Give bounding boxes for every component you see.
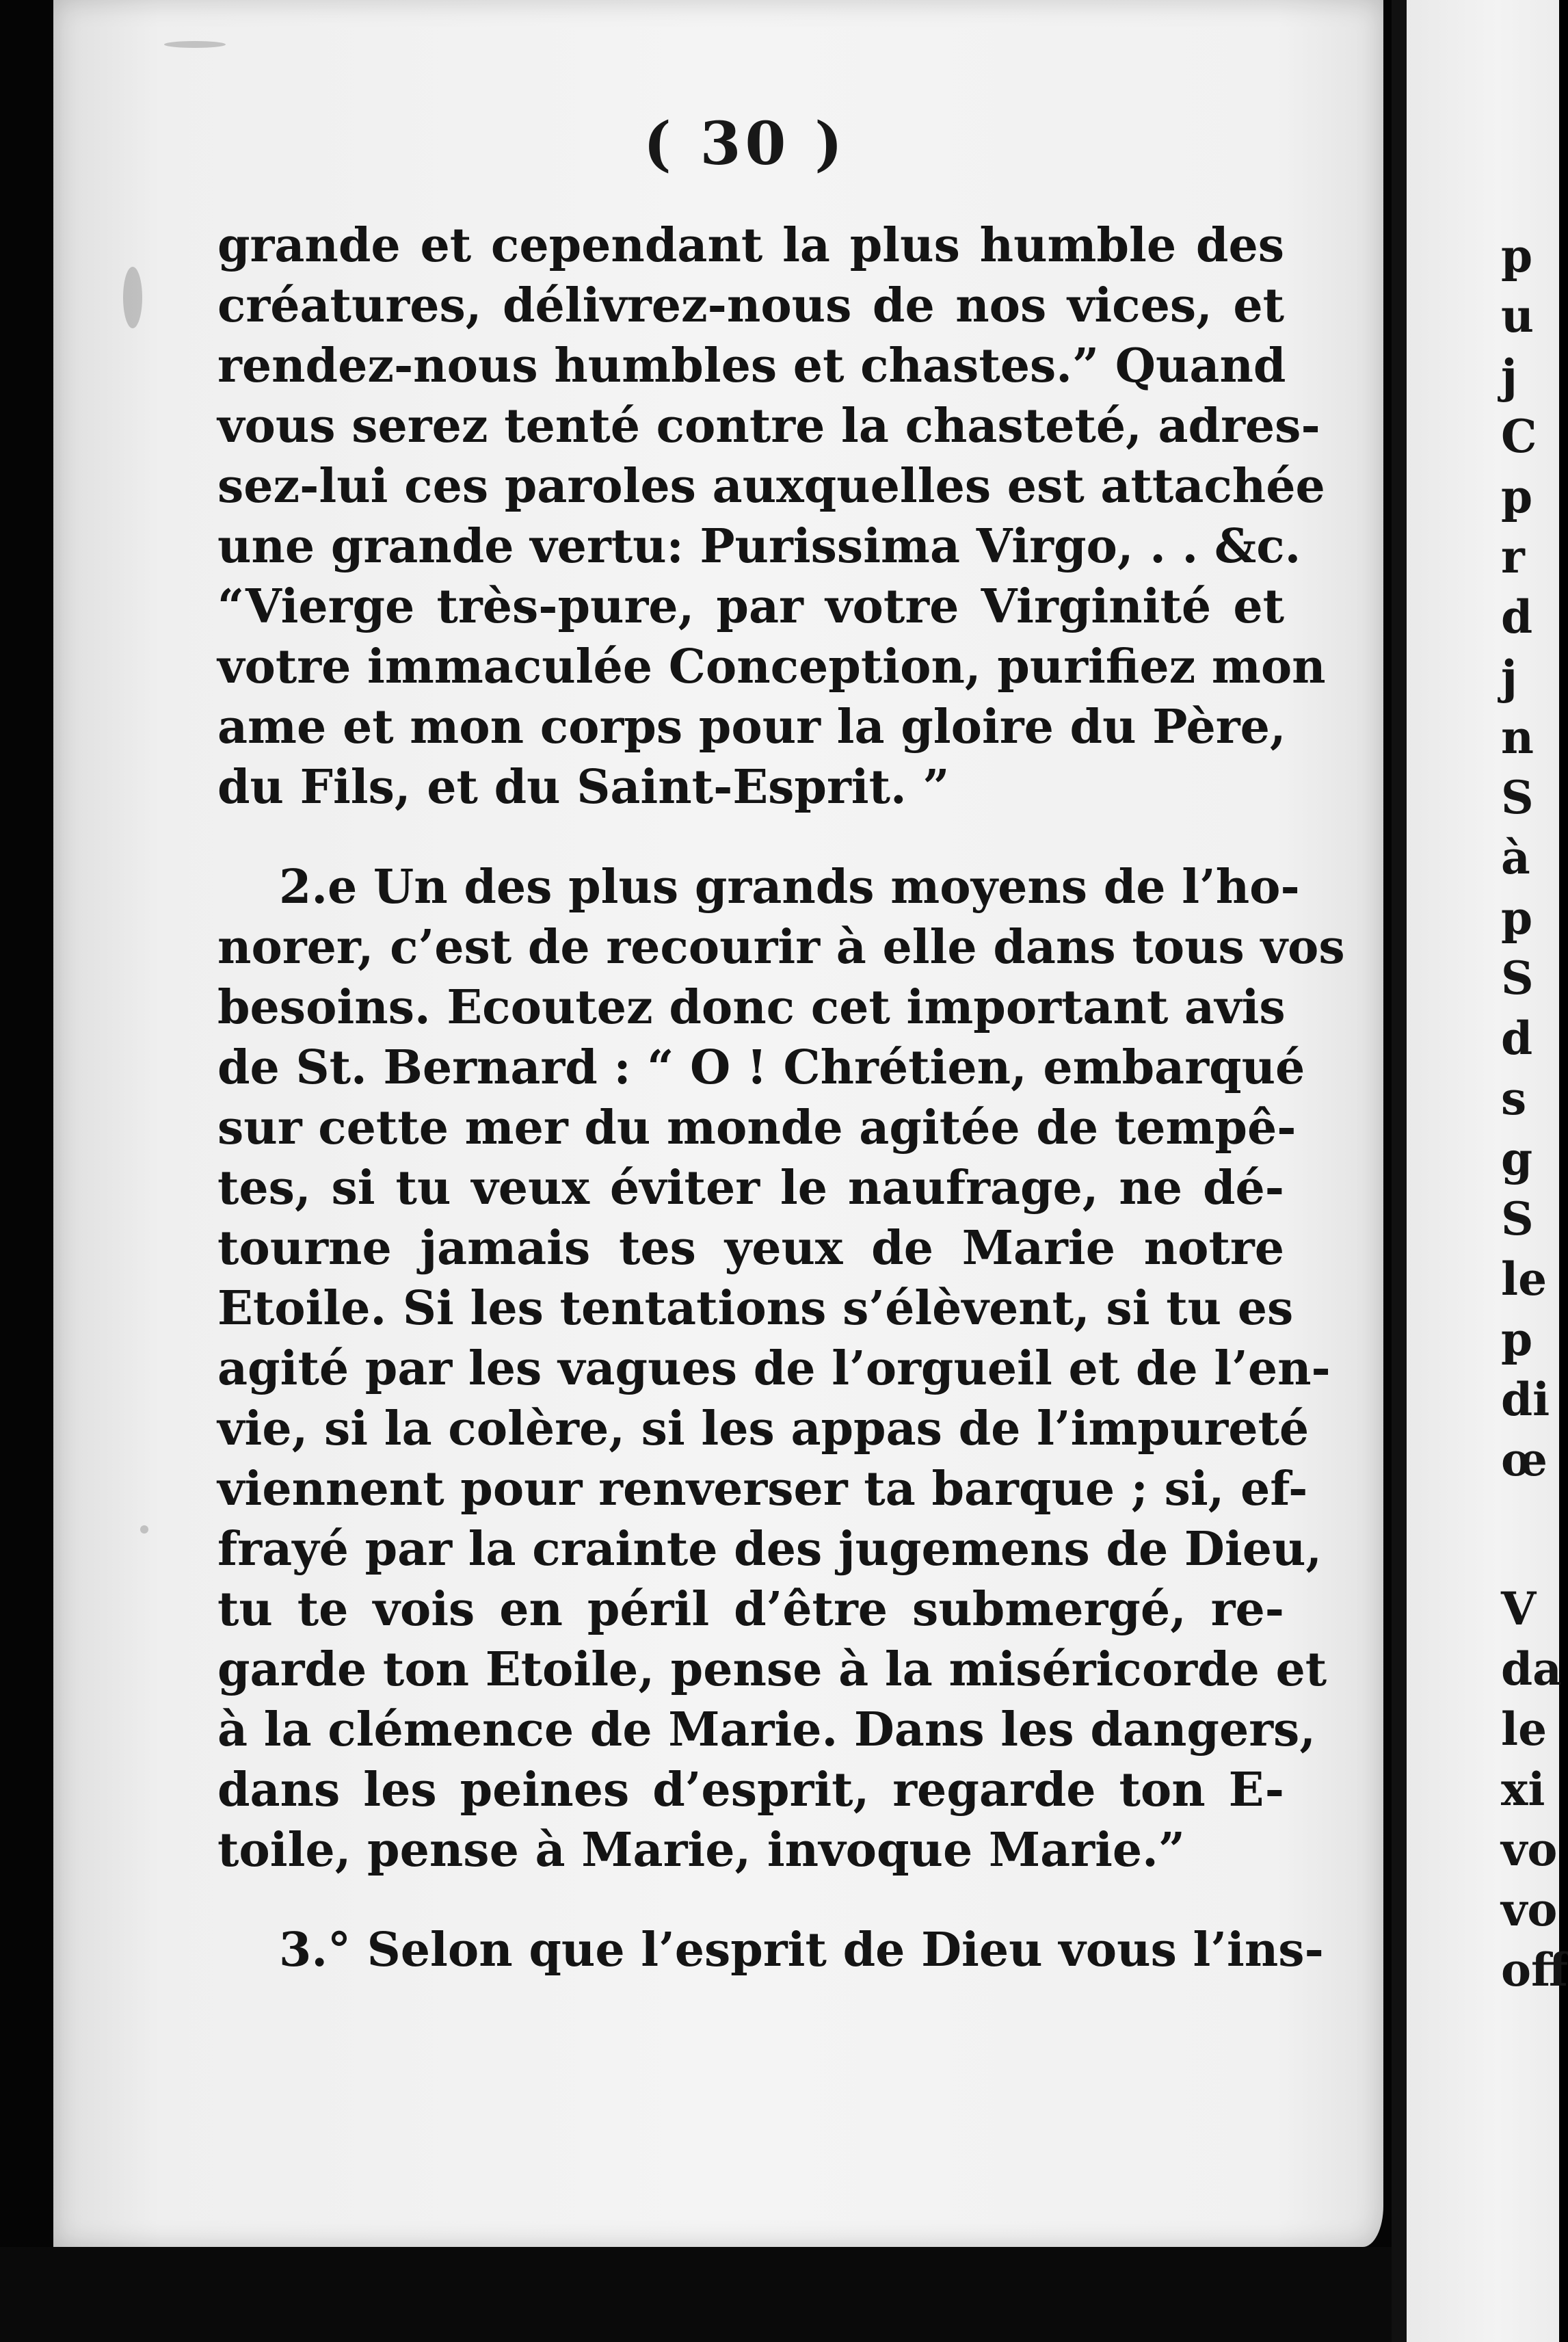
right-page-fragment: da [1501,1642,1562,1696]
right-page-fragment: g [1501,1132,1533,1185]
text-line: toile, pense à Marie, invoque Marie.” [217,1823,1185,1878]
right-page-fragment: le [1501,1252,1547,1306]
text-line: votre immaculée Conception, purifiez mon [217,640,1326,694]
paragraph-2 [217,857,1345,1880]
text-line: vie, si la colère, si les appas de l’impureté [217,1402,1310,1456]
text-line: à la clémence de Marie. Dans les dangers, [217,1702,1316,1757]
right-page-fragment: S [1501,771,1534,824]
paragraph-1 [217,215,1326,817]
paragraph-3 [217,1920,1324,1980]
text-line: sur cette mer du monde agitée de tempê- [217,1101,1297,1155]
text-line: grande et cependant la plus humble des [217,218,1284,273]
text-line: agité par les vagues de l’orgueil et de l’en- [217,1341,1331,1396]
right-page-fragment: d [1501,590,1533,644]
right-page-fragment: vo [1501,1883,1558,1936]
right-page-fragment: xi [1501,1763,1545,1816]
text-line: ame et mon corps pour la gloire du Père, [217,700,1286,754]
text-line: de St. Bernard : “ O ! Chrétien, embarqué [217,1040,1305,1095]
text-line: dans les peines d’esprit, regarde ton E- [217,1763,1284,1817]
right-page-fragment: off [1501,1943,1568,1997]
text-line: vous serez tenté contre la chasteté, adres- [217,399,1320,453]
right-page-fragment: r [1501,530,1525,583]
right-page-fragment: le [1501,1702,1547,1756]
text-line: tu te vois en péril d’être submergé, re- [217,1582,1284,1637]
right-page-fragment: p [1501,470,1533,523]
right-page-fragment: j [1501,350,1517,403]
right-page-fragment: n [1501,711,1534,764]
right-page-fragment: d [1501,1012,1533,1065]
right-page-fragment: S [1501,1192,1534,1246]
text-line: viennent pour renverser ta barque ; si, ef- [217,1462,1308,1516]
bottom-shadow [0,2247,1392,2342]
page-gutter [1392,0,1407,2342]
right-page-fragment: s [1501,1072,1527,1125]
right-page-fragment: vo [1501,1823,1558,1876]
text-line: sez-lui ces paroles auxquelles est attachée [217,459,1325,514]
text-line: tourne jamais tes yeux de Marie notre [217,1221,1284,1276]
text-line: “Vierge très-pure, par votre Virginité et [217,579,1284,634]
text-line: créatures, délivrez-nous de nos vices, et [217,278,1284,333]
right-page-fragment: di [1501,1373,1550,1426]
right-page-fragment: p [1501,891,1533,945]
ink-smudge [164,41,226,48]
right-page-fragment: C [1501,410,1537,463]
right-page-fragment: p [1501,1313,1533,1366]
text-line: 2.e Un des plus grands moyens de l’ho- [279,860,1300,915]
text-line: une grande vertu: Purissima Virgo, . . &c. [217,519,1301,574]
right-page-fragment: p [1501,229,1533,282]
right-page-fragment: à [1501,831,1530,884]
text-line: norer, c’est de recourir à elle dans tous vos [217,920,1345,975]
text-line: garde ton Etoile, pense à la miséricorde et [217,1642,1327,1697]
right-page-fragment: V [1501,1582,1537,1635]
text-line: rendez-nous humbles et chastes.” Quand [217,339,1286,393]
ink-smudge [140,1525,148,1534]
right-page-fragment: œ [1501,1433,1547,1486]
text-line: frayé par la crainte des jugemens de Dieu, [217,1522,1323,1577]
text-line: 3.° Selon que l’esprit de Dieu vous l’ins- [279,1923,1324,1977]
body-text [217,215,1345,2020]
right-page-fragment: u [1501,289,1534,343]
page-number: ( 30 ) [643,109,847,179]
right-page-text-fragments [1501,226,1568,2000]
right-page-fragment: j [1501,650,1517,704]
ink-smudge [123,267,142,328]
right-page-fragment: S [1501,951,1534,1005]
text-line: du Fils, et du Saint-Esprit. ” [217,760,950,815]
text-line: tes, si tu veux éviter le naufrage, ne dé- [217,1161,1284,1215]
text-line: besoins. Ecoutez donc cet important avis [217,980,1286,1035]
text-line: Etoile. Si les tentations s’élèvent, si tu es [217,1281,1294,1336]
